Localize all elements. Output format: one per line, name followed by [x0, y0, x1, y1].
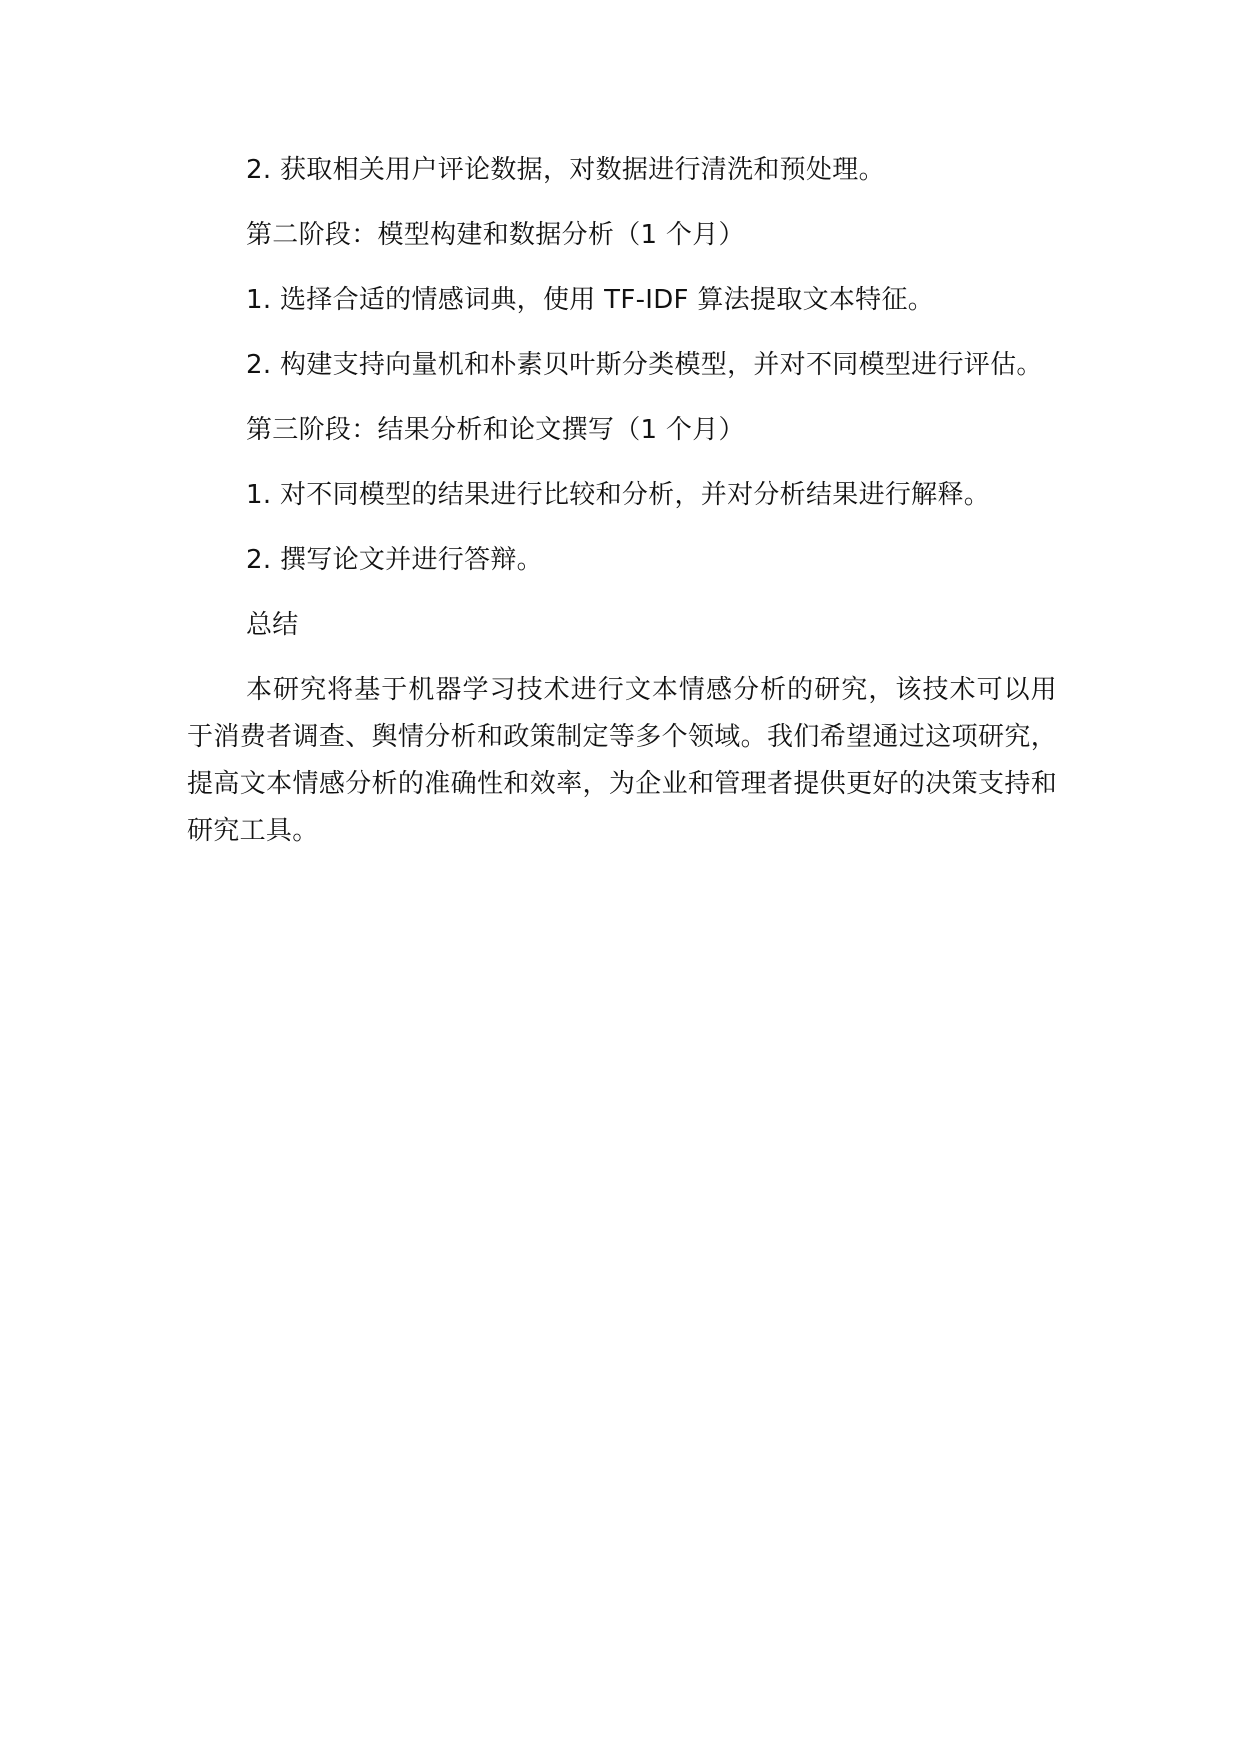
task-item-result-analysis: 1. 对不同模型的结果进行比较和分析，并对分析结果进行解释。: [246, 480, 991, 510]
phase-three-heading: 第三阶段：结果分析和论文撰写（1 个月）: [246, 415, 745, 445]
summary-paragraph: 本研究将基于机器学习技术进行文本情感分析的研究，该技术可以用于消费者调查、舆情分析和政策制定等多个领域。我们希望通过这项研究，提高文本情感分析的准确性和效率，为企业和管理者提供更好的决策支持和研究工具。: [187, 675, 1057, 846]
task-item-data-cleaning: 2. 获取相关用户评论数据，对数据进行清洗和预处理。: [246, 155, 885, 185]
task-item-model-building: 2. 构建支持向量机和朴素贝叶斯分类模型，并对不同模型进行评估。: [246, 350, 1043, 380]
document-body: [187, 152, 1057, 855]
summary-heading: 总结: [246, 610, 299, 640]
task-item-thesis-writing: 2. 撰写论文并进行答辩。: [246, 545, 543, 575]
phase-two-heading: 第二阶段：模型构建和数据分析（1 个月）: [246, 220, 745, 250]
task-item-feature-extraction: 1. 选择合适的情感词典，使用 TF-IDF 算法提取文本特征。: [246, 285, 935, 315]
